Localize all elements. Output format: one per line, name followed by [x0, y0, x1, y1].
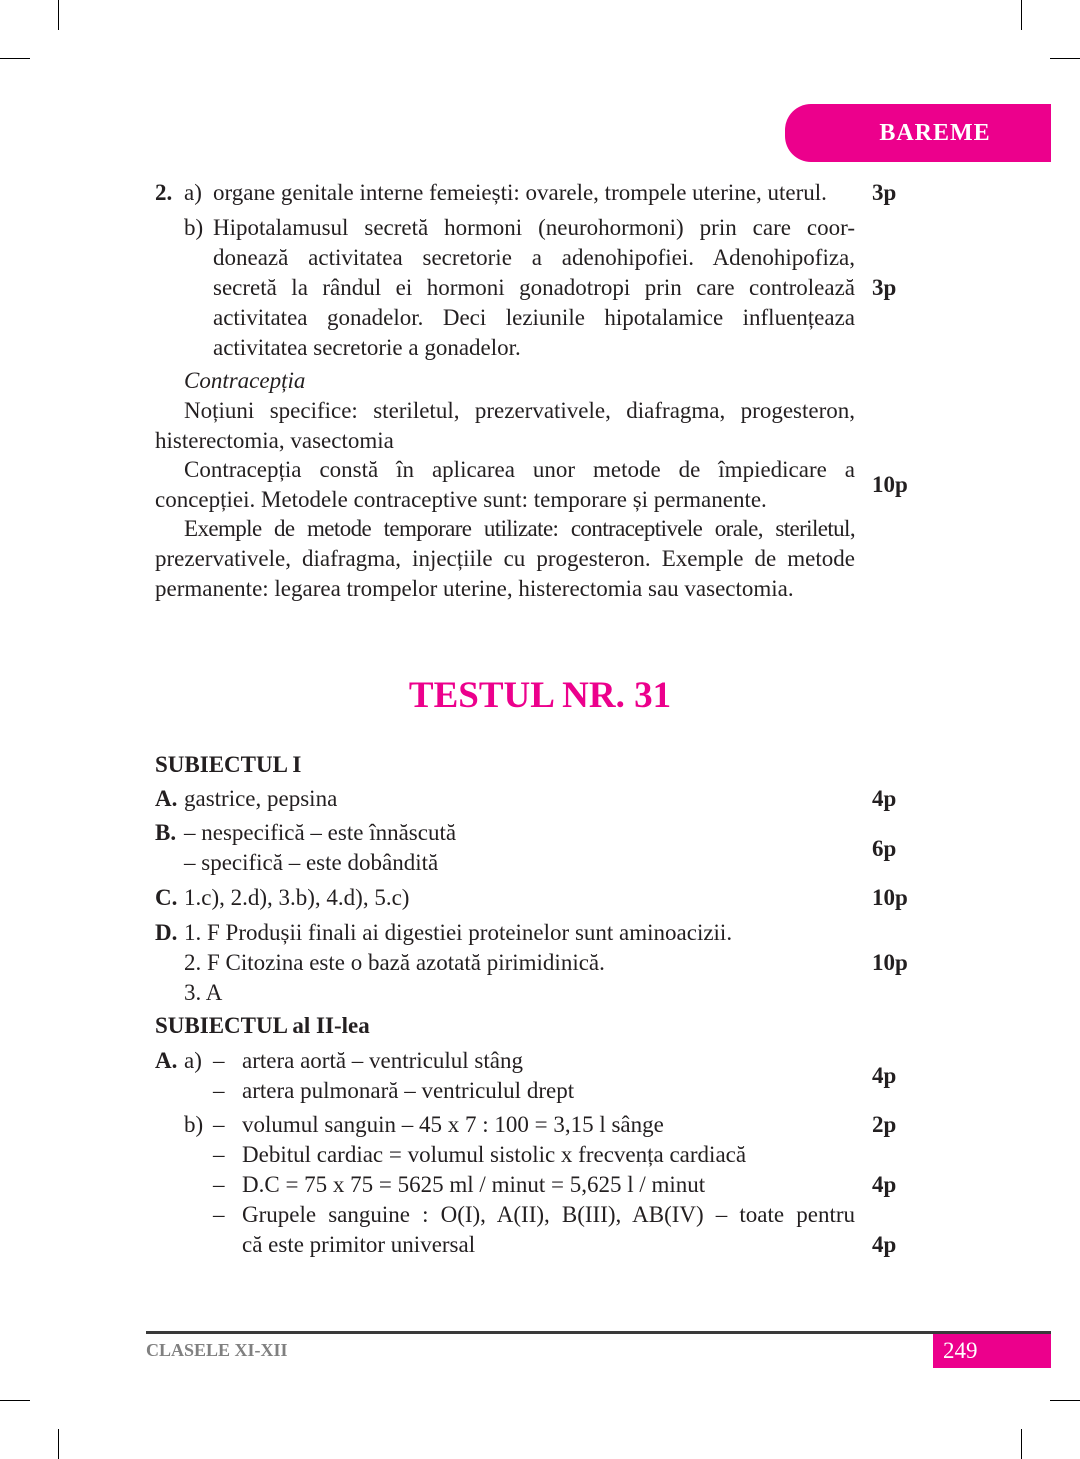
item-label: b) — [184, 215, 204, 240]
item-label: D. — [155, 920, 178, 945]
crop-mark — [58, 1429, 59, 1459]
crop-mark — [58, 0, 59, 30]
points: 4p — [872, 1232, 897, 1257]
answer-text: Grupele sanguine : O(I), A(II), B(III), AB(IV) – toate pentru — [242, 1202, 855, 1227]
answer-text: Debitul cardiac = volumul sistolic x frecvența cardiacă — [242, 1142, 747, 1167]
item-number: 2. — [155, 180, 173, 205]
footer-label: CLASELE XI-XII — [146, 1340, 288, 1360]
points: 10p — [872, 472, 908, 497]
crop-mark — [0, 58, 30, 59]
dash: – — [213, 1142, 225, 1167]
crop-mark — [1050, 58, 1080, 59]
dash: – — [213, 1078, 225, 1103]
section-tab: BAREME — [785, 104, 1051, 162]
essay-text: concepției. Metodele contraceptive sunt: temporare și permanente. — [155, 487, 767, 512]
essay-text: permanente: legarea trompelor uterine, histerectomia sau vasectomia. — [155, 576, 794, 601]
essay-text: prezervativele, diafragma, injecțiile cu progesteron. Exemple de metode — [155, 546, 855, 571]
points: 2p — [872, 1112, 897, 1137]
answer-text: activitatea secretorie a gonadelor. — [213, 335, 521, 360]
points: 10p — [872, 885, 908, 910]
answer-text: 1. F Produșii finali ai digestiei proteinelor sunt aminoacizii. — [184, 920, 733, 945]
item-label: C. — [155, 885, 178, 910]
points: 6p — [872, 836, 897, 861]
points: 10p — [872, 950, 908, 975]
answer-text: că este primitor universal — [242, 1232, 476, 1257]
answer-text: artera pulmonară – ventriculul drept — [242, 1078, 575, 1103]
crop-mark — [1050, 1400, 1080, 1401]
dash: – — [213, 1202, 225, 1227]
answer-text: donează activitatea secretorie a adenohipofiei. Adenohipofiza, — [213, 245, 855, 270]
crop-mark — [1021, 0, 1022, 30]
essay-text: Exemple de metode temporare utilizate: contraceptivele orale, steriletul, — [184, 516, 855, 541]
item-label: B. — [155, 820, 177, 845]
answer-text: 2. F Citozina este o bază azotată pirimidinică. — [184, 950, 605, 975]
answer-text: activitatea gonadelor. Deci leziunile hipotalamice influențeaza — [213, 305, 855, 330]
footer-rule — [146, 1331, 1051, 1334]
answer-text: volumul sanguin – 45 x 7 : 100 = 3,15 l sânge — [242, 1112, 664, 1137]
answer-text: D.C = 75 x 75 = 5625 ml / minut = 5,625 l / minut — [242, 1172, 706, 1197]
answer-text: organe genitale interne femeiești: ovarele, trompele uterine, uterul. — [213, 180, 827, 205]
item-label: A. — [155, 786, 178, 811]
points: 4p — [872, 1063, 897, 1088]
essay-text: Contracepția constă în aplicarea unor metode de împiedicare a — [184, 457, 855, 482]
dash: – — [213, 1048, 225, 1073]
answer-text: secretă la rândul ei hormoni gonadotropi prin care controlează — [213, 275, 855, 300]
answer-text: artera aortă – ventriculul stâng — [242, 1048, 523, 1073]
answer-text: gastrice, pepsina — [184, 786, 338, 811]
points: 4p — [872, 786, 897, 811]
subject-heading: SUBIECTUL I — [155, 752, 302, 777]
essay-text: Noțiuni specifice: steriletul, prezervativele, diafragma, progesteron, — [184, 398, 855, 423]
page-number: 249 — [933, 1334, 1051, 1368]
crop-mark — [1021, 1429, 1022, 1459]
crop-mark — [0, 1400, 30, 1401]
answer-text: 3. A — [184, 980, 223, 1005]
points: 3p — [872, 275, 897, 300]
answer-text: – specifică – este dobândită — [184, 850, 439, 875]
item-label: b) — [184, 1112, 204, 1137]
answer-text: 1.c), 2.d), 3.b), 4.d), 5.c) — [184, 885, 410, 910]
item-label: a) — [184, 1048, 202, 1073]
subject-heading: SUBIECTUL al II-lea — [155, 1013, 370, 1038]
test-title: TESTUL NR. 31 — [408, 675, 672, 716]
dash: – — [213, 1172, 225, 1197]
points: 4p — [872, 1172, 897, 1197]
dash: – — [213, 1112, 225, 1137]
answer-text: – nespecifică – este înnăscută — [184, 820, 457, 845]
essay-text: histerectomia, vasectomia — [155, 428, 394, 453]
answer-text: Hipotalamusul secretă hormoni (neurohormoni) prin care coor- — [213, 215, 855, 240]
points: 3p — [872, 180, 897, 205]
item-label: A. — [155, 1048, 178, 1073]
essay-title: Contracepția — [184, 368, 306, 393]
item-label: a) — [184, 180, 202, 205]
